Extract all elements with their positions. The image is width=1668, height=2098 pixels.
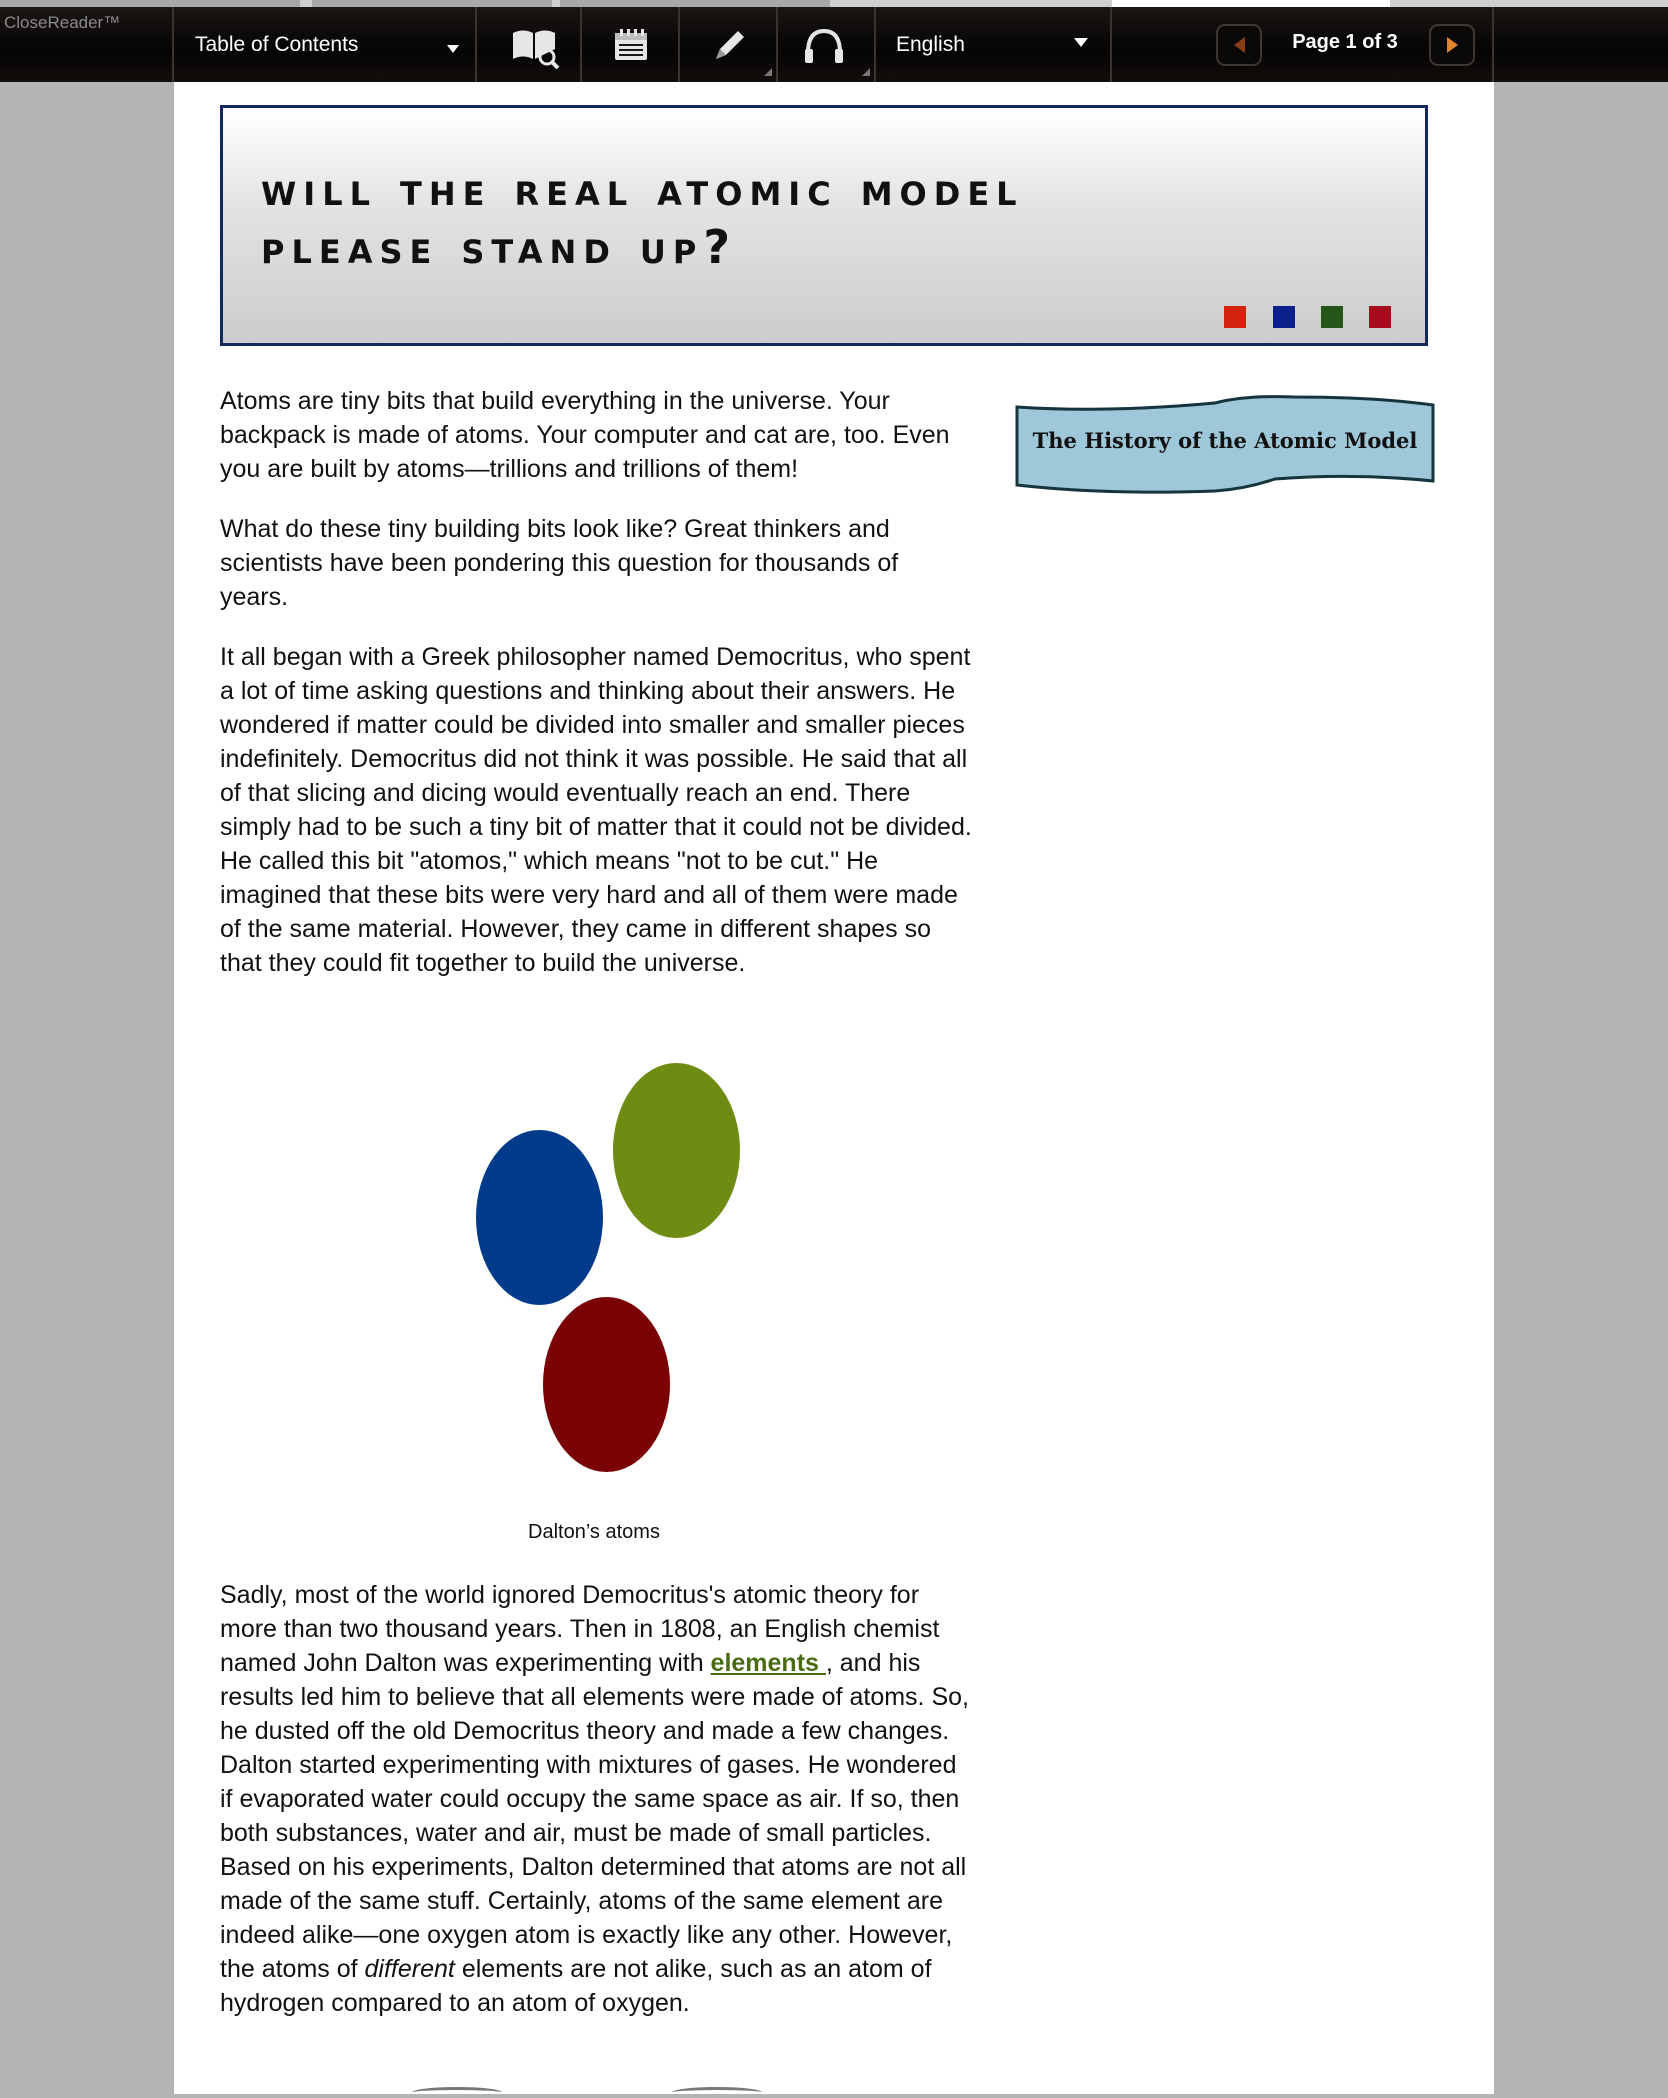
calendar-notes-icon (613, 28, 649, 62)
app-brand: CloseReader™ (4, 13, 121, 32)
pencil-icon (710, 25, 750, 65)
audio-button[interactable] (778, 7, 874, 82)
reader-toolbar (0, 7, 1668, 82)
article-title-banner (220, 105, 1428, 346)
tab-segment-active[interactable] (1112, 0, 1390, 7)
next-figure-peek (412, 2087, 502, 2098)
search-book-icon (509, 25, 561, 69)
browser-tab-strip (0, 0, 1668, 7)
article-body-continued (220, 1578, 972, 2046)
title-line-2: please stand up? (261, 220, 738, 274)
paragraph: What do these tiny building bits look like? Great thinkers and scientists have been pondering this question for thousands of years. (220, 515, 899, 611)
dropdown-corner-icon (764, 68, 772, 76)
language-select[interactable] (876, 7, 1110, 82)
chevron-down-icon (447, 45, 459, 53)
emphasis-text: different (364, 1955, 455, 1983)
paragraph-text: Sadly, most of the world ignored Democritus's atomic theory for more than two thousand years. Then in 1808, an English chemist named John Dalton was experimenting with (220, 1581, 940, 1677)
arrow-left-icon (1234, 37, 1245, 53)
chevron-down-icon (1074, 38, 1088, 47)
paragraph (220, 1578, 972, 2020)
accent-square-red (1224, 306, 1246, 328)
next-page-button[interactable] (1429, 24, 1475, 66)
toc-label: Table of Contents (195, 32, 359, 56)
paragraph-text: elements are not alike, such as an atom of hydrogen compared to an atom of oxygen. (220, 1955, 932, 2017)
dropdown-corner-icon (862, 68, 870, 76)
atom-green (613, 1063, 740, 1238)
tab-segment[interactable] (0, 0, 300, 7)
prev-page-button[interactable] (1216, 24, 1262, 66)
page-indicator: Page 1 of 3 (1292, 31, 1398, 53)
next-figure-peek (672, 2087, 762, 2098)
paragraph: It all began with a Greek philosopher named Democritus, who spent a lot of time asking questions and thinking about their answers. He wondered if matter could be divided into smaller and smaller pieces indefinitely. Democritus did not think it was possible. He said that all of that slicing and dicing would eventually reach an end. There simply had to be such a tiny bit of matter that it could not be divided. He called this bit "atomos," which means "not to be cut." He imagined that these bits were very hard and all of them were made of the same material. However, they came in different shapes so that they could fit together to build the universe. (220, 643, 972, 977)
notes-button[interactable] (582, 7, 678, 82)
article-body (220, 384, 972, 1006)
history-banner-label[interactable]: The History of the Atomic Model (1032, 428, 1418, 453)
arrow-right-icon (1447, 37, 1458, 53)
article-title (261, 160, 1024, 276)
figure-caption: Dalton’s atoms (528, 1521, 660, 1543)
toolbar-divider (1492, 7, 1494, 82)
language-label: English (896, 32, 965, 56)
accent-square-crimson (1369, 306, 1391, 328)
toc-dropdown[interactable] (174, 7, 474, 82)
atom-blue (476, 1130, 603, 1305)
tab-segment[interactable] (312, 0, 552, 7)
accent-square-green (1321, 306, 1343, 328)
headphones-icon (802, 27, 846, 65)
atom-red (543, 1297, 670, 1472)
toolbar-divider (1110, 7, 1112, 82)
paragraph-text: , and his results led him to believe that all elements were made of atoms. So, he dusted off the old Democritus theory and made a few changes. Dalton started experimenting with mixtures of gases. He wondered if evaporated water could occupy the same space as air. If so, then both substances, water and air, must be made of small particles. Based on his experiments, Dalton determined that atoms are not all made of the same stuff. Certainly, atoms of the same element are indeed alike—one oxygen atom is exactly like any other. However, the atoms of (220, 1649, 969, 1983)
paragraph: Atoms are tiny bits that build everything in the universe. Your backpack is made of atoms. Your computer and cat are, too. Even you are built by atoms—trillions and trillions of them! (220, 387, 950, 483)
annotate-button[interactable] (680, 7, 776, 82)
tab-segment[interactable] (560, 0, 830, 7)
search-book-button[interactable] (477, 7, 580, 82)
glossary-link-elements[interactable]: elements (710, 1649, 826, 1677)
accent-square-blue (1273, 306, 1295, 328)
title-line-1: will the real atomic model (261, 162, 1024, 216)
